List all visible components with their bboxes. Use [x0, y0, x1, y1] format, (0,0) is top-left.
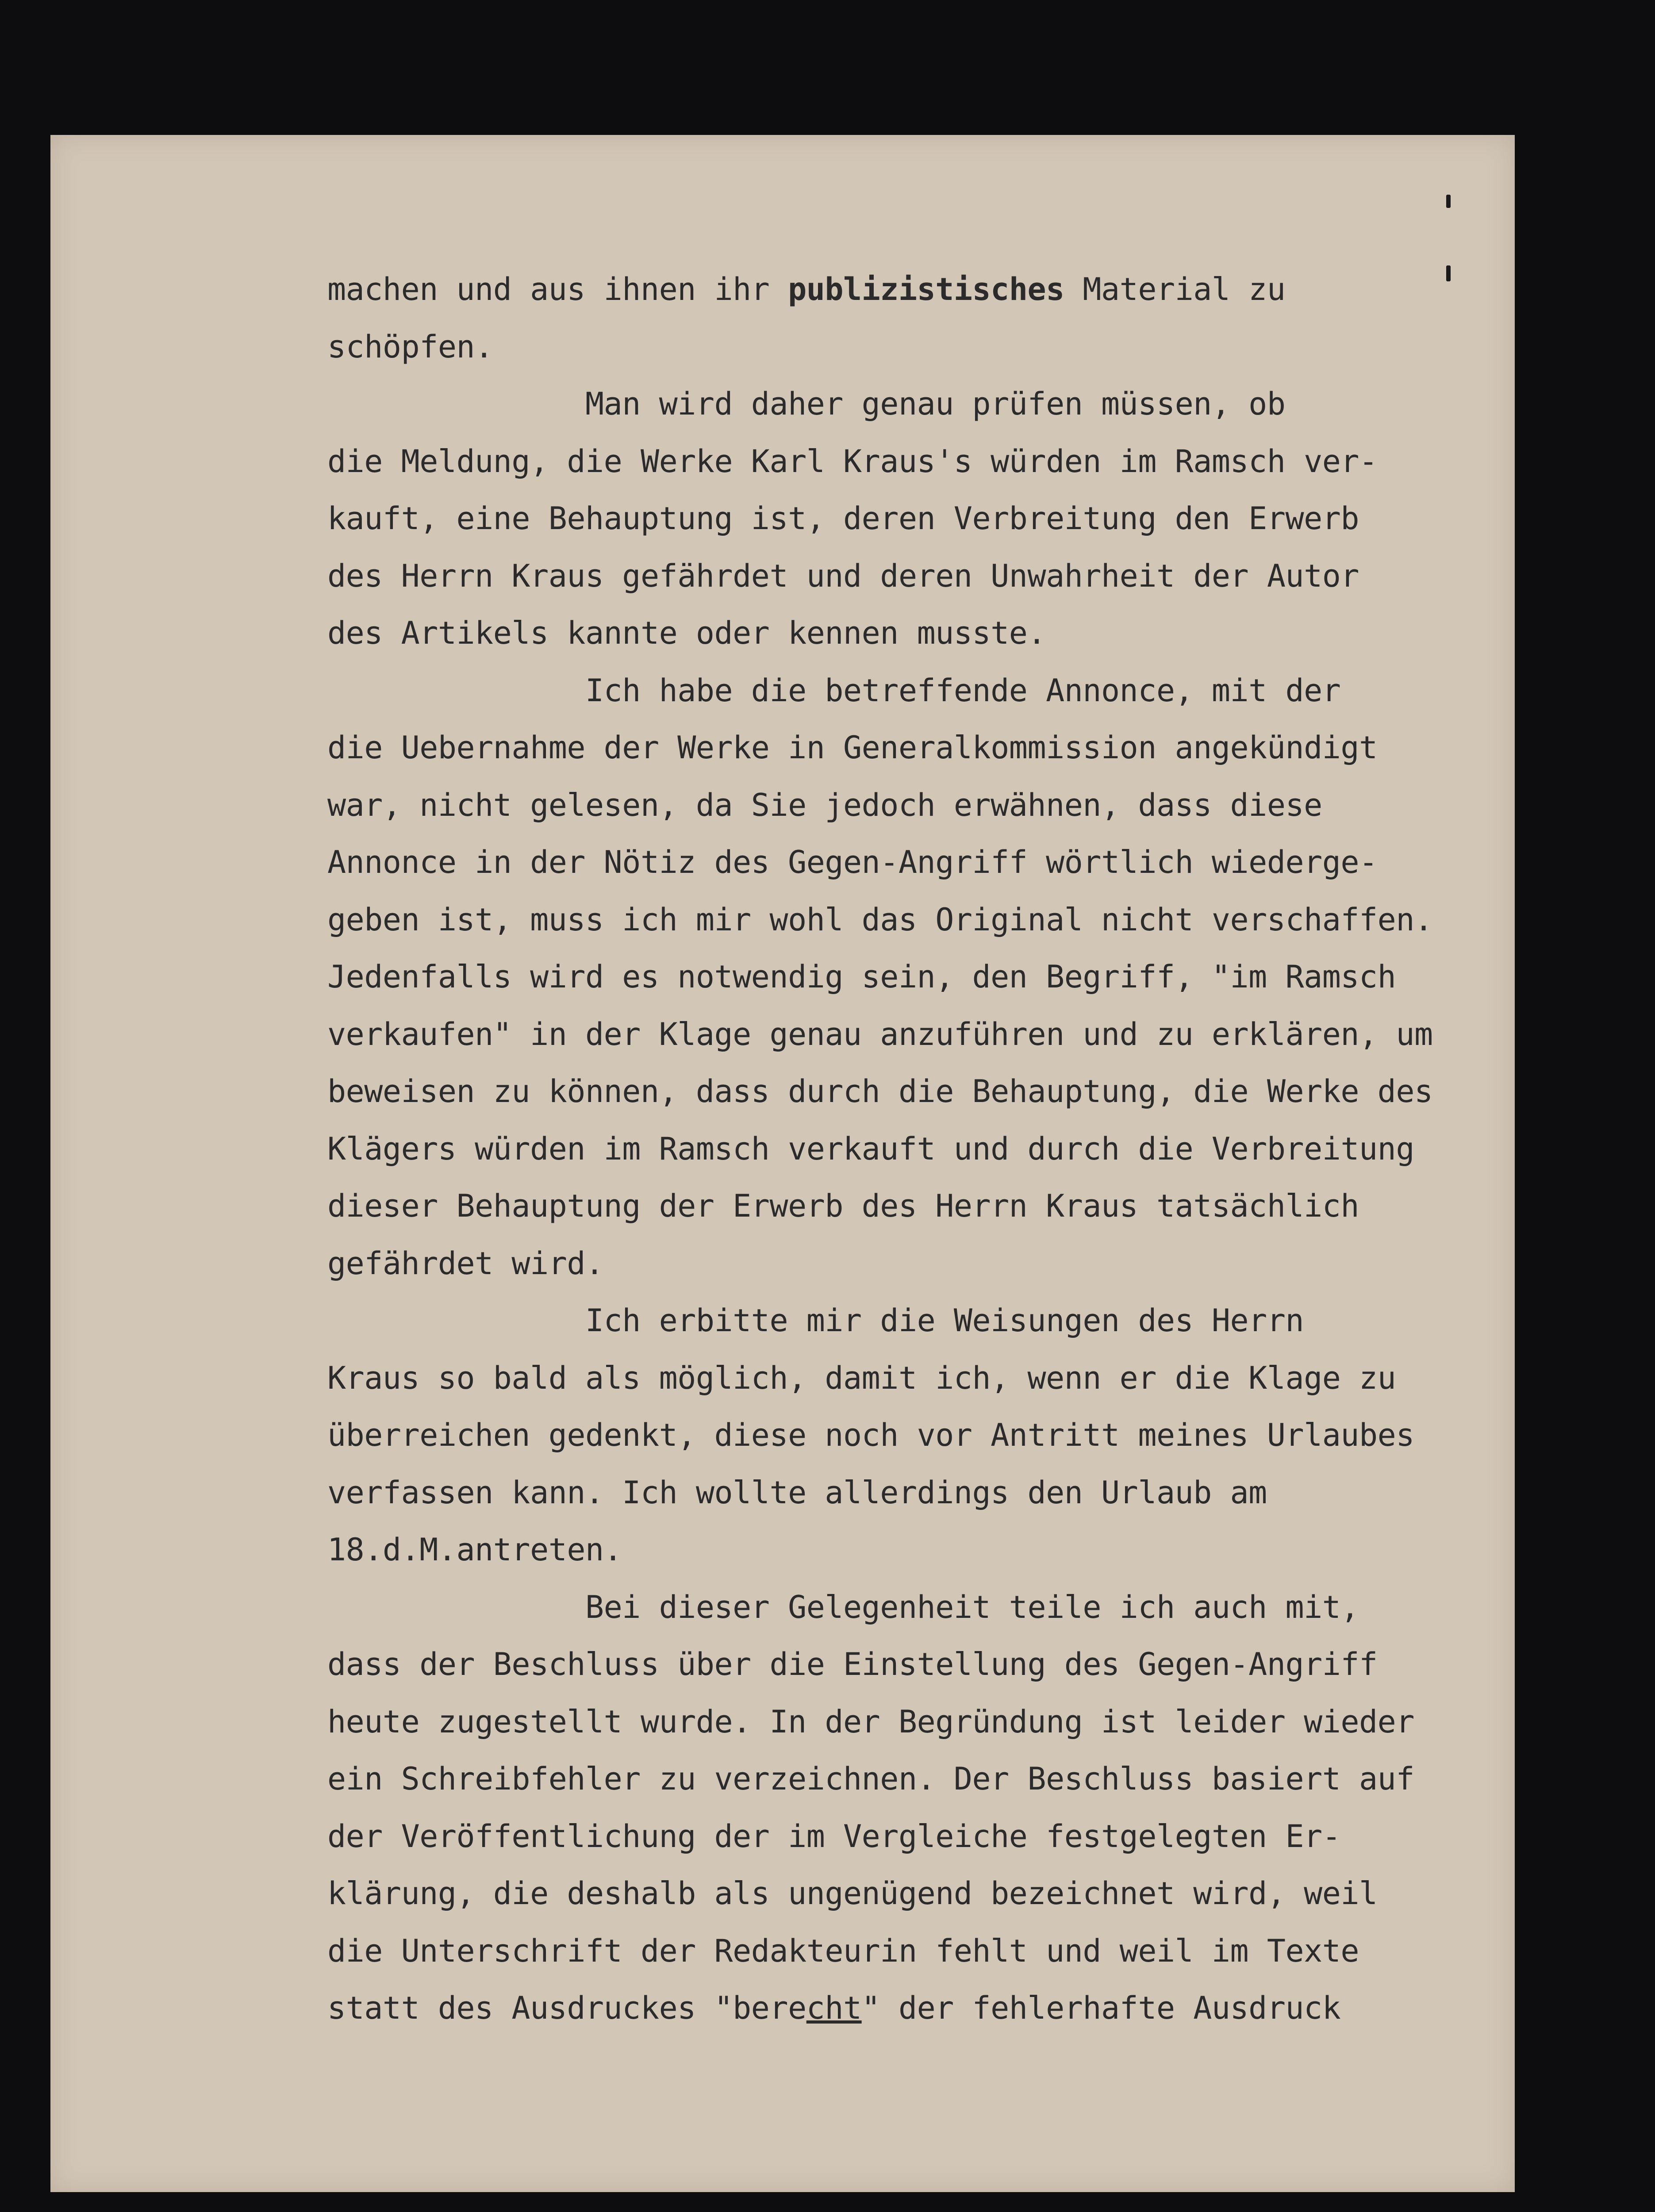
text-segment: verkaufen" in der Klage genau anzuführen und zu erklären, um: [327, 1016, 1433, 1052]
text-line: [327, 777, 1460, 834]
text-line: [327, 1121, 1460, 1178]
text-line: [327, 1579, 1460, 1636]
text-line: [327, 1006, 1460, 1064]
text-line: [327, 1235, 1460, 1293]
text-line: [327, 490, 1460, 548]
text-line: [327, 1694, 1460, 1751]
text-segment: verfassen kann. Ich wollte allerdings den Urlaub am: [327, 1474, 1267, 1511]
text-segment: heute zugestellt wurde. In der Begründung ist leider wieder: [327, 1703, 1414, 1740]
text-line: [327, 662, 1460, 720]
text-line: [327, 1063, 1460, 1121]
text-segment: Annonce in der Nötiz des Gegen-Angriff wörtlich wiederge-: [327, 844, 1378, 880]
text-segment: schöpfen.: [327, 328, 493, 365]
text-segment: Man wird daher genau prüfen müssen, ob: [327, 386, 1286, 422]
text-line: [327, 1865, 1460, 1923]
text-line: [327, 605, 1460, 662]
margin-mark-top: [1446, 195, 1451, 208]
text-segment: überreichen gedenkt, diese noch vor Antritt meines Urlaubes: [327, 1417, 1414, 1453]
text-segment: statt des Ausdruckes "bere: [327, 1990, 806, 2026]
text-line: [327, 1464, 1460, 1522]
text-segment: die Uebernahme der Werke in Generalkommission angekündigt: [327, 730, 1378, 766]
text-segment: Ich habe die betreffende Annonce, mit der: [327, 672, 1341, 709]
text-line: [327, 834, 1460, 891]
text-segment: beweisen zu können, dass durch die Behauptung, die Werke des: [327, 1073, 1433, 1110]
text-segment: " der fehlerhafte Ausdruck: [861, 1990, 1341, 2026]
text-line: [327, 261, 1460, 319]
text-segment: Klägers würden im Ramsch verkauft und durch die Verbreitung: [327, 1130, 1414, 1167]
text-line: [327, 1636, 1460, 1694]
text-segment: kauft, eine Behauptung ist, deren Verbreitung den Erwerb: [327, 500, 1359, 537]
text-line: [327, 376, 1460, 433]
text-segment: cht: [806, 1990, 862, 2026]
text-line: [327, 719, 1460, 777]
text-segment: dieser Behauptung der Erwerb des Herrn Kraus tatsächlich: [327, 1188, 1359, 1224]
text-segment: des Artikels kannte oder kennen musste.: [327, 615, 1046, 651]
text-line: [327, 433, 1460, 491]
text-line: [327, 1350, 1460, 1407]
text-line: [327, 1521, 1460, 1579]
text-line: [327, 1980, 1460, 2037]
text-segment: die Meldung, die Werke Karl Kraus's würden im Ramsch ver-: [327, 443, 1378, 480]
text-line: [327, 1407, 1460, 1464]
text-segment: gefährdet wird.: [327, 1245, 604, 1282]
text-segment: Jedenfalls wird es notwendig sein, den Begriff, "im Ramsch: [327, 959, 1396, 995]
text-segment: publizistisches: [788, 271, 1064, 307]
text-line: [327, 319, 1460, 376]
text-line: [327, 891, 1460, 949]
text-segment: Material zu: [1064, 271, 1286, 307]
text-line: [327, 949, 1460, 1006]
text-line: [327, 548, 1460, 605]
text-line: [327, 1923, 1460, 1980]
text-line: [327, 1292, 1460, 1350]
typewritten-letter-body: [327, 261, 1460, 2037]
text-segment: die Unterschrift der Redakteurin fehlt und weil im Texte: [327, 1932, 1359, 1969]
text-segment: Bei dieser Gelegenheit teile ich auch mit,: [327, 1589, 1359, 1625]
text-segment: klärung, die deshalb als ungenügend bezeichnet wird, weil: [327, 1875, 1378, 1912]
text-line: [327, 1808, 1460, 1866]
text-segment: Kraus so bald als möglich, damit ich, wenn er die Klage zu: [327, 1359, 1396, 1396]
text-segment: machen und aus ihnen ihr: [327, 271, 788, 307]
text-segment: ein Schreibfehler zu verzeichnen. Der Beschluss basiert auf: [327, 1761, 1414, 1797]
text-segment: geben ist, muss ich mir wohl das Original nicht verschaffen.: [327, 901, 1433, 938]
text-segment: dass der Beschluss über die Einstellung des Gegen-Angriff: [327, 1646, 1378, 1682]
text-segment: Ich erbitte mir die Weisungen des Herrn: [327, 1302, 1304, 1339]
text-segment: der Veröffentlichung der im Vergleiche festgelegten Er-: [327, 1818, 1341, 1855]
text-line: [327, 1751, 1460, 1808]
text-segment: war, nicht gelesen, da Sie jedoch erwähnen, dass diese: [327, 787, 1322, 823]
text-segment: 18.d.M.antreten.: [327, 1532, 622, 1568]
text-line: [327, 1178, 1460, 1235]
text-segment: des Herrn Kraus gefährdet und deren Unwahrheit der Autor: [327, 557, 1359, 594]
